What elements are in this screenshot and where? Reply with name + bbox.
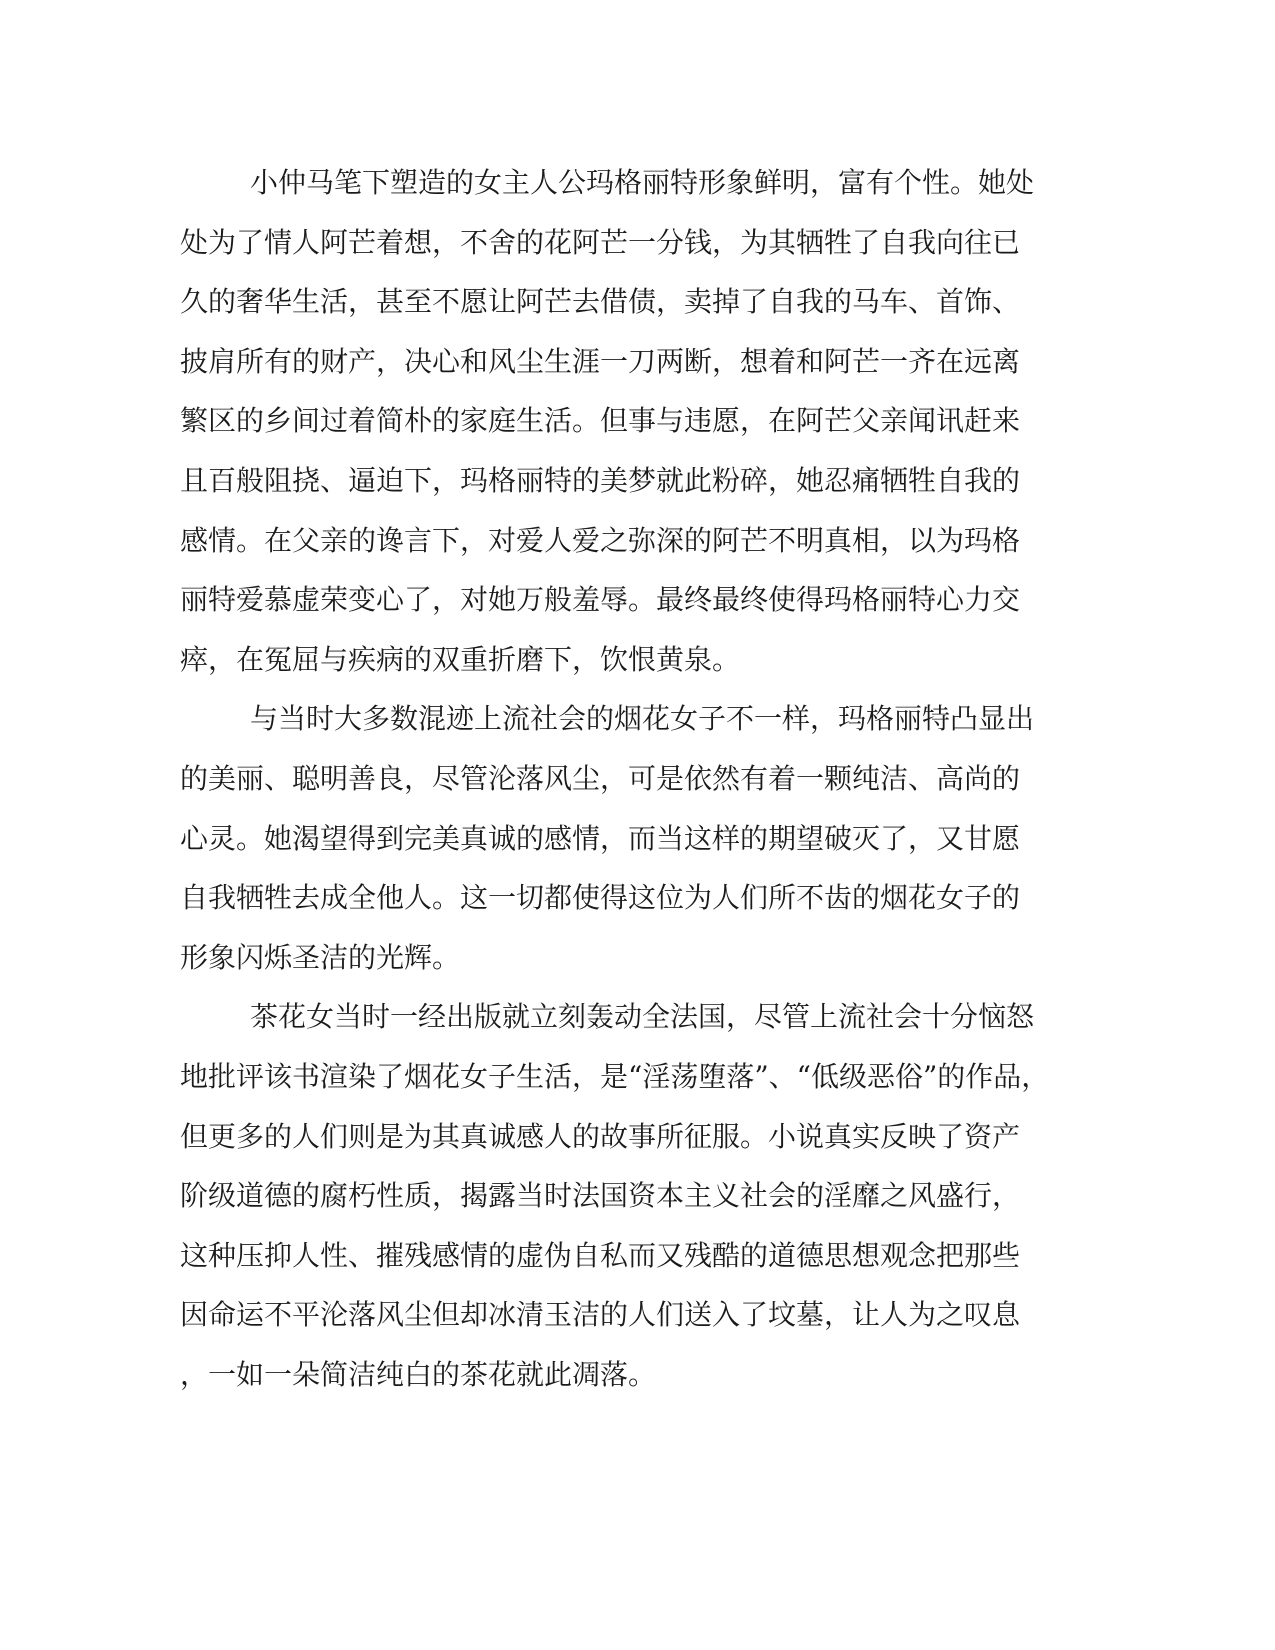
text-line: 感情。在父亲的谗言下，对爱人爱之弥深的阿芒不明真相，以为玛格 [180,523,1021,557]
text-line: 与当时大多数混迹上流社会的烟花女子不一样，玛格丽特凸显出 [250,702,1035,736]
text-line: 这种压抑人性、摧残感情的虚伪自私而又残酷的道德思想观念把那些 [180,1238,1021,1272]
text-line: 的美丽、聪明善良，尽管沦落风尘，可是依然有着一颗纯洁、高尚的 [180,761,1021,795]
text-line: 处为了情人阿芒着想，不舍的花阿芒一分钱，为其牺牲了自我向往已 [180,225,1021,259]
text-line: 心灵。她渴望得到完美真诚的感情，而当这样的期望破灭了，又甘愿 [180,821,1021,855]
text-line: 茶花女当时一经出版就立刻轰动全法国，尽管上流社会十分恼怒 [250,1000,1035,1034]
text-line: 自我牺牲去成全他人。这一切都使得这位为人们所不齿的烟花女子的 [180,881,1021,915]
text-line: 丽特爱慕虚荣变心了，对她万般羞辱。最终最终使得玛格丽特心力交 [180,583,1021,617]
paragraph-3 [180,987,1050,1404]
text-line: 瘁，在冤屈与疾病的双重折磨下，饮恨黄泉。 [180,642,741,676]
paragraph-2 [180,689,1035,987]
text-line: 久的奢华生活，甚至不愿让阿芒去借债，卖掉了自我的马车、首饰、 [180,285,1021,319]
text-line: 繁区的乡间过着简朴的家庭生活。但事与违愿，在阿芒父亲闻讯赶来 [180,404,1021,438]
text-line: 阶级道德的腐朽性质，揭露当时法国资本主义社会的淫靡之风盛行， [180,1179,1021,1213]
text-line: 形象闪烁圣洁的光辉。 [180,940,461,974]
paragraph-1 [180,153,1035,689]
text-line: 因命运不平沦落风尘但却冰清玉洁的人们送入了坟墓，让人为之叹息 [180,1298,1021,1332]
text-line: 但更多的人们则是为其真诚感人的故事所征服。小说真实反映了资产 [180,1119,1021,1153]
text-line: 披肩所有的财产，决心和风尘生涯一刀两断，想着和阿芒一齐在远离 [180,344,1021,378]
text-line: 且百般阻挠、逼迫下，玛格丽特的美梦就此粉碎，她忍痛牺牲自我的 [180,463,1021,497]
text-line: ，一如一朵简洁纯白的茶花就此凋落。 [180,1357,657,1391]
text-line: 小仲马笔下塑造的女主人公玛格丽特形象鲜明，富有个性。她处 [250,166,1035,199]
document-body [180,153,1050,1404]
text-line: 地批评该书渲染了烟花女子生活，是“淫荡堕落”、“低级恶俗”的作品， [180,1059,1050,1093]
